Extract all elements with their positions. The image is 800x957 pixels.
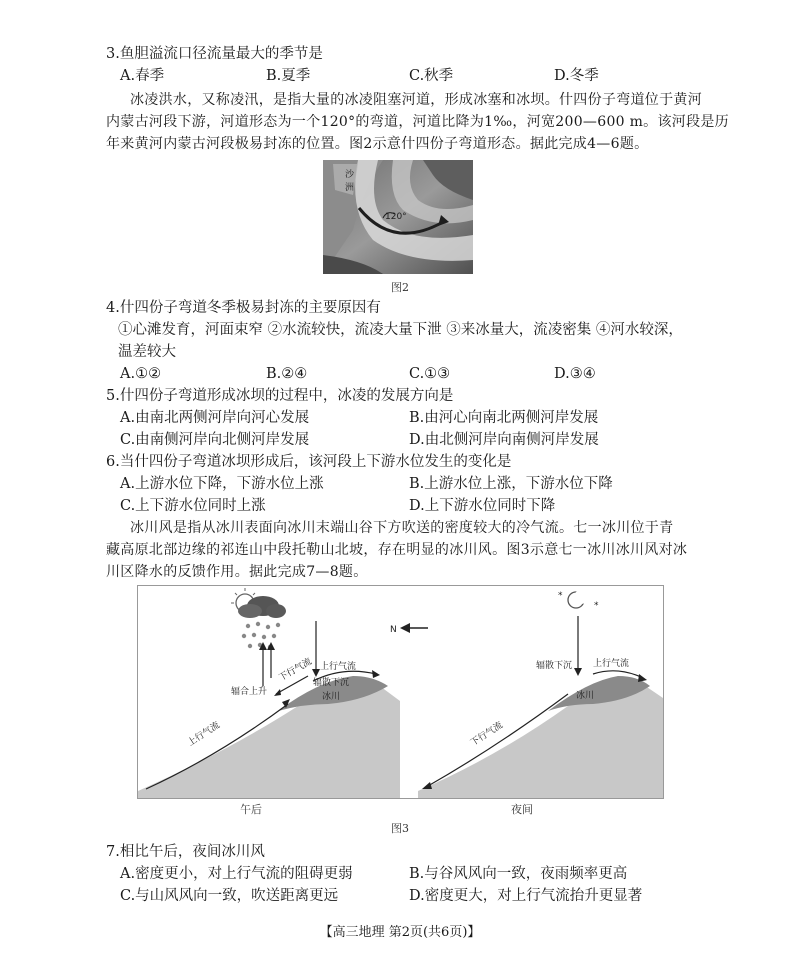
passage1-line-3: 年来黄河内蒙古河段极易封冻的位置。图2示意什四份子弯道形态。据此完成4—6题。 [106,136,649,152]
q3-option-d: D.冬季 [554,68,599,84]
rain-icon [242,622,280,649]
figure2-label-zhou: 洲 [345,183,355,193]
left-label-convergence: 辐合上升 [231,687,268,697]
q7-option-a: A.密度更小，对上行气流的阻碍更弱 [120,866,353,882]
figure2-label-sha: 沙 [345,170,355,180]
left-label-upflow: 上行气流 [320,662,357,672]
figure3-diagram [138,586,663,798]
q5-stem: 5.什四份子弯道形成冰坝的过程中，冰凌的发展方向是 [106,388,454,404]
q5-option-d: D.由北侧河岸向南侧河岸发展 [409,432,599,448]
svg-text:*: * [594,601,599,611]
q3-option-b: B.夏季 [266,68,311,84]
q3-option-a: A.春季 [120,68,165,84]
q4-option-d: D.③④ [554,366,596,382]
q6-option-a: A.上游水位下降，下游水位上涨 [120,476,324,492]
q6-option-c: C.上下游水位同时上涨 [120,498,266,514]
q4-stem: 4.什四份子弯道冬季极易封冻的主要原因有 [106,300,381,316]
q4-option-c: C.①③ [409,366,451,382]
q7-option-b: B.与谷风风向一致，夜雨频率更高 [409,866,628,882]
north-arrow-icon [390,623,428,635]
passage1-line-1: 冰凌洪水，又称凌汛，是指大量的冰凌阻塞河道，形成冰塞和冰坝。什四份子弯道位于黄河 [130,92,702,108]
sun-cloud-icon [231,588,286,618]
svg-text:N: N [390,625,397,635]
figure3-left-caption: 午后 [240,803,262,816]
figure2-label-angle: 120° [385,212,407,222]
q5-option-c: C.由南侧河岸向北侧河岸发展 [120,432,310,448]
right-label-downflow: 下行气流 [469,720,505,749]
figure2-caption: 图2 [391,281,409,294]
passage2-line-1: 冰川风是指从冰川表面向冰川末端山谷下方吹送的密度较大的冷气流。七一冰川位于青 [130,520,674,536]
q7-option-d: D.密度更大，对上行气流抬升更显著 [409,888,643,904]
q5-option-a: A.由南北两侧河岸向河心发展 [120,410,310,426]
figure2-river-bend [323,160,473,274]
passage2-line-2: 藏高原北部边缘的祁连山中段托勒山北坡，存在明显的冰川风。图3示意七一冰川冰川风对冰 [106,542,688,558]
q4-statements: ①心滩发育，河面束窄 ②水流较快，流凌大量下泄 ③来冰量大，流凌密集 ④河水较深， [118,322,683,338]
q6-option-b: B.上游水位上涨，下游水位下降 [409,476,613,492]
q4-option-a: A.①② [120,366,162,382]
q4-option-b: B.②④ [266,366,308,382]
left-slope [138,680,400,798]
left-label-upflow-slope: 上行气流 [186,720,222,749]
left-label-glacier: 冰川 [322,692,341,702]
passage1-line-2: 内蒙古河段下游，河道形态为一个120°的弯道，河道比降为1‰，河宽200—600 m。该河段是历 [106,114,729,130]
q3-option-c: C.秋季 [409,68,454,84]
figure3-caption: 图3 [391,822,409,835]
q6-option-d: D.上下游水位同时下降 [409,498,556,514]
q5-option-b: B.由河心向南北两侧河岸发展 [409,410,599,426]
q7-stem: 7.相比午后，夜间冰川风 [106,844,265,860]
right-label-divergence: 辐散下沉 [536,661,573,671]
left-label-downflow: 下行气流 [277,656,314,684]
figure3-right-caption: 夜间 [511,803,533,816]
passage2-line-3: 川区降水的反馈作用。据此完成7—8题。 [106,564,368,580]
svg-text:*: * [558,591,563,601]
q3-stem: 3.鱼胆溢流口径流量最大的季节是 [106,46,323,62]
left-label-divergence: 辐散下沉 [313,678,350,688]
figure3-glacier-wind [137,585,664,799]
q7-option-c: C.与山风风向一致，吹送距离更远 [120,888,339,904]
page-footer: 【高三地理 第2页(共6页)】 [319,925,481,940]
moon-stars-icon [558,590,599,611]
right-label-glacier: 冰川 [576,691,595,701]
q4-statements-cont: 温差较大 [118,344,176,360]
figure2-image [323,160,473,274]
q6-stem: 6.当什四份子弯道冰坝形成后，该河段上下游水位发生的变化是 [106,454,512,470]
right-label-upflow: 上行气流 [593,659,630,669]
